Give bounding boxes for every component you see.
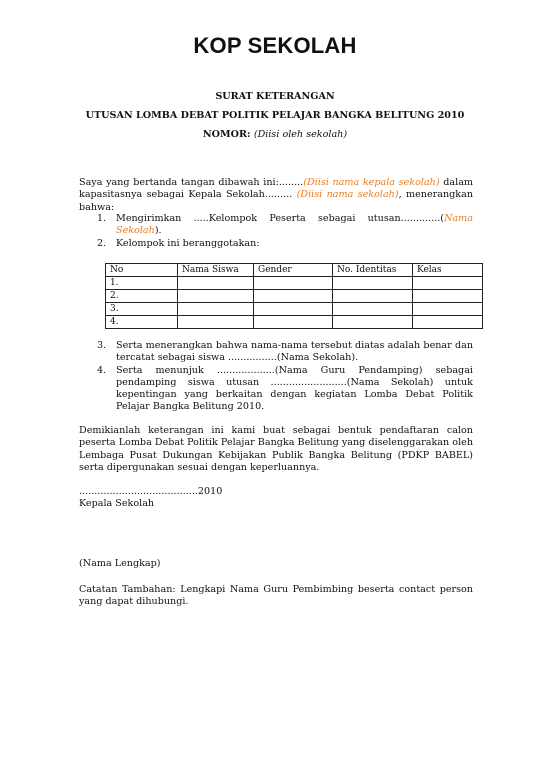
table-cell: 4. [106,316,178,329]
letter-title: SURAT KETERANGAN [215,91,335,102]
table-row [106,303,483,316]
date-line: .......................................2010 [79,486,223,497]
table-cell: 3. [106,303,178,316]
list-text: Serta menunjuk ...................(Nama Guru Pendamping) sebagai pendamping siswa utusan .........................(Nama Sekolah) untuk kepentingan yang berkaitan dengan kegiatan Lomba Debat Politik Pelajar Bangka Belitung 2010. [116,364,473,413]
list-tail: ). [154,225,162,237]
table-row [106,290,483,303]
letterhead-title: KOP SEKOLAH [193,33,357,58]
letter-number [0,129,550,140]
table-cell [254,316,333,329]
letter-subtitle: UTUSAN LOMBA DEBAT POLITIK PELAJAR BANGKA BELITUNG 2010 [85,110,465,121]
hint-kepala-sekolah: (Diisi nama kepala sekolah) [303,177,440,188]
nomor-label: NOMOR: [202,129,251,140]
list-item [79,238,473,250]
list-text: Serta menerangkan bahwa nama-nama tersebut diatas adalah benar dan tercatat sebagai siswa ................(Nama Sekolah). [116,340,473,364]
table-cell [333,277,413,290]
table-cell [254,277,333,290]
signer-name: (Nama Lengkap) [79,558,161,569]
table-header-cell: Kelas [413,264,483,277]
list-item [79,365,473,414]
table-cell [413,303,483,316]
list-number: 1. [97,213,107,224]
table-header-row [106,264,483,277]
list-number: 2. [97,237,107,249]
opening-paragraph [79,177,473,214]
opening-text-3: , menerangkan bahwa: [79,189,473,213]
table-header-cell: No. Identitas [333,264,413,277]
table-cell [333,316,413,329]
numbered-list-a [79,213,473,250]
opening-text-1: Saya yang bertanda tangan dibawah ini:........ [79,177,304,188]
list-number: 4. [97,364,107,376]
list-number: 3. [97,340,107,351]
table-header-cell: No [106,264,178,277]
table-cell [254,303,333,316]
table-cell [413,316,483,329]
table-cell: 2. [106,290,178,303]
table-header-cell: Gender [254,264,333,277]
opening-text-2: dalam kapasitasnya sebagai Kepala Sekolah......... [79,177,474,201]
table-cell [333,290,413,303]
signer-title: Kepala Sekolah [79,498,155,509]
nomor-note: (Diisi oleh sekolah) [253,129,348,140]
list-text: Kelompok ini beranggotakan: [116,237,260,249]
closing-paragraph: Demikianlah keterangan ini kami buat sebagai bentuk pendaftaran calon peserta Lomba Debat Politik Pelajar Bangka Belitung yang diselenggarakan oleh Lembaga Pusat Dukungan Kebijakan Publik Bangka Belitung (PDKP BABEL) serta dipergunakan sesuai dengan keperluannya. [79,425,473,473]
list-text: Mengirimkan .....Kelompok Peserta sebagai utusan.............( [116,213,445,224]
table-header-cell: Nama Siswa [178,264,254,277]
additional-note: Catatan Tambahan: Lengkapi Nama Guru Pembimbing beserta contact person yang dapat dihubungi. [79,584,473,608]
table-cell: 1. [106,277,178,290]
table-cell [178,290,254,303]
table-cell [413,290,483,303]
hint-nama-sekolah-2: Nama Sekolah [116,213,473,237]
list-item [79,213,473,238]
table-row [106,316,483,329]
numbered-list-b [79,340,473,414]
table-cell [178,277,254,290]
table-row [106,277,483,290]
member-table [105,263,483,329]
table-cell [413,277,483,290]
hint-nama-sekolah: (Diisi nama sekolah) [296,189,399,201]
table-cell [333,303,413,316]
list-item [79,340,473,365]
table-cell [178,316,254,329]
table-cell [178,303,254,316]
table-cell [254,290,333,303]
